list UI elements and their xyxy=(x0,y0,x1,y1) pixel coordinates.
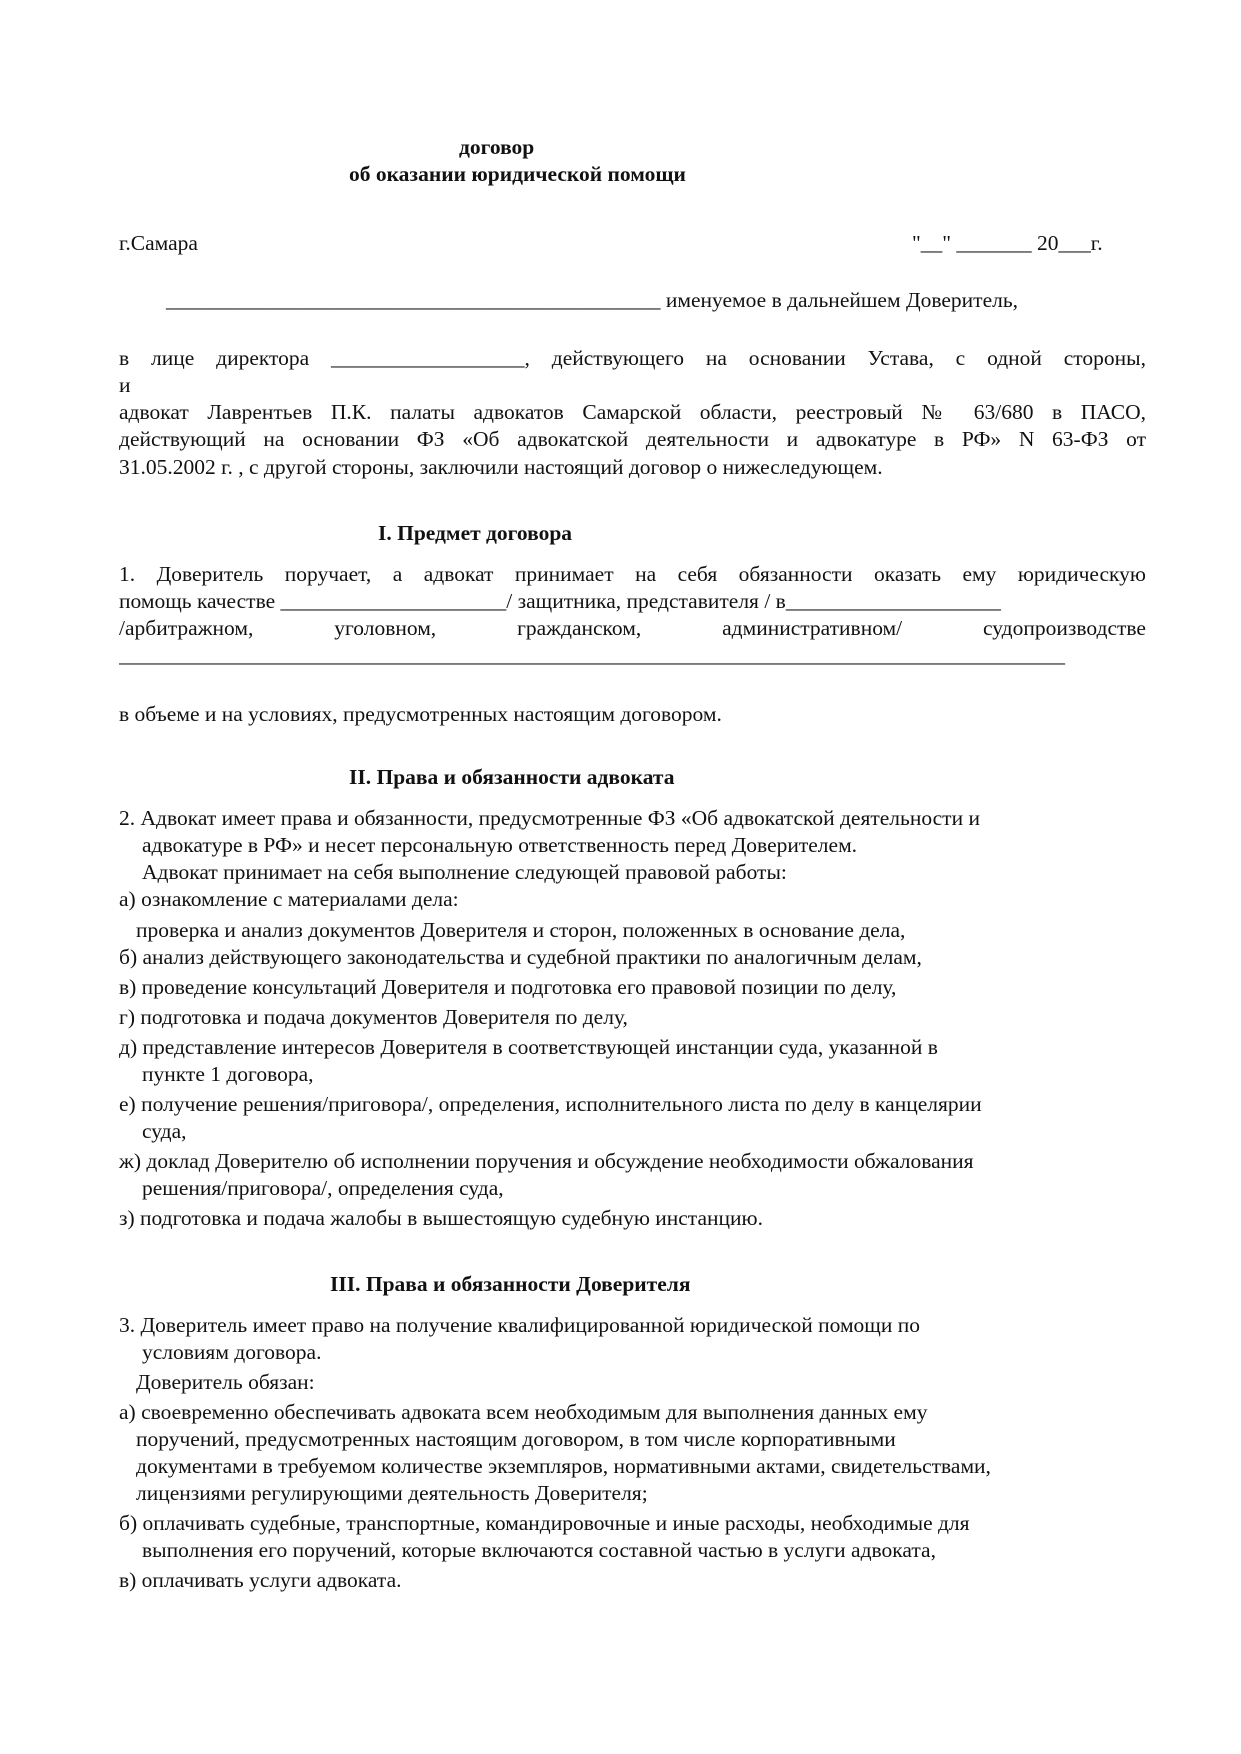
section-2-line: 2. Адвокат имеет права и обязанности, предусмотренные ФЗ «Об адвокатской деятельности и xyxy=(119,806,980,830)
section-2-line: в) проведение консультаций Доверителя и подготовка его правовой позиции по делу, xyxy=(119,975,897,999)
section-2-line: адвокатуре в РФ» и несет персональную ответственность перед Доверителем. xyxy=(142,833,858,857)
section-1-line-5: в объеме и на условиях, предусмотренных настоящим договором. xyxy=(119,702,722,726)
section-1-line-3 xyxy=(119,615,1146,641)
section-2-line: з) подготовка и подача жалобы в вышестоящую судебную инстанцию. xyxy=(119,1206,763,1230)
section-1-line-1: 1. Доверитель поручает, а адвокат принимает на себя обязанности оказать ему юридическую xyxy=(119,562,1146,586)
section-3-line: документами в требуемом количестве экземпляров, нормативными актами, свидетельствами, xyxy=(136,1454,991,1478)
section-2-heading: II. Права и обязанности адвоката xyxy=(349,765,675,789)
director-line: в лице директора __________________, действующего на основании Устава, с одной стороны, xyxy=(119,346,1146,370)
section-2-line: пункте 1 договора, xyxy=(142,1062,314,1086)
section-2-line: е) получение решения/приговора/, определения, исполнительного листа по делу в канцелярии xyxy=(119,1092,982,1116)
section-3-line: а) своевременно обеспечивать адвоката всем необходимым для выполнения данных ему xyxy=(119,1400,928,1424)
section-1-line-2: помощь качестве _____________________/ защитника, представителя / в____________________ xyxy=(119,589,1001,613)
section-2-line: ж) доклад Доверителю об исполнении поручения и обсуждение необходимости обжалования xyxy=(119,1149,974,1173)
section-3-line: в) оплачивать услуги адвоката. xyxy=(119,1568,402,1592)
city: г.Самара xyxy=(119,231,198,255)
section-3-line: 3. Доверитель имеет право на получение квалифицированной юридической помощи по xyxy=(119,1313,921,1337)
section-3-line: лицензиями регулирующими деятельность Доверителя; xyxy=(136,1481,648,1505)
section-2-line: д) представление интересов Доверителя в соответствующей инстанции суда, указанной в xyxy=(119,1035,938,1059)
section-2-line: Адвокат принимает на себя выполнение следующей правовой работы: xyxy=(142,860,787,884)
section-2-line: решения/приговора/, определения суда, xyxy=(142,1176,504,1200)
lawyer-line-3: 31.05.2002 г. , с другой стороны, заключили настоящий договор о нижеследующем. xyxy=(119,455,883,479)
section-1-heading: I. Предмет договора xyxy=(378,521,573,545)
proceeding-word: уголовном, xyxy=(334,616,437,640)
principal-line: ______________________________________________ именуемое в дальнейшем Доверитель, xyxy=(166,288,1019,312)
section-3-line: условиям договора. xyxy=(142,1340,322,1364)
section-1-blank-line: ________________________________________________________________________________________ xyxy=(119,643,1065,667)
lawyer-line-2: действующий на основании ФЗ «Об адвокатской деятельности и адвокатуре в РФ» N 63-ФЗ от xyxy=(119,427,1146,451)
document-subtitle: об оказании юридической помощи xyxy=(349,162,686,186)
and-word: и xyxy=(119,373,131,397)
section-2-line: суда, xyxy=(142,1119,187,1143)
proceeding-word: судопроизводстве xyxy=(983,616,1146,640)
section-2-line: г) подготовка и подача документов Доверителя по делу, xyxy=(119,1005,628,1029)
contract-date: "__" _______ 20___г. xyxy=(912,231,1103,255)
section-2-line: б) анализ действующего законодательства и судебной практики по аналогичным делам, xyxy=(119,945,922,969)
section-3-line: поручений, предусмотренных настоящим договором, в том числе корпоративными xyxy=(136,1427,896,1451)
proceeding-word: /арбитражном, xyxy=(119,616,254,640)
proceeding-word: административном/ xyxy=(722,616,903,640)
section-3-heading: III. Права и обязанности Доверителя xyxy=(330,1272,691,1296)
proceeding-word: гражданском, xyxy=(517,616,642,640)
lawyer-line-1: адвокат Лаврентьев П.К. палаты адвокатов Самарской области, реестровый № 63/680 в ПАСО, xyxy=(119,400,1146,424)
section-3-line: выполнения его поручений, которые включаются составной частью в услуги адвоката, xyxy=(142,1538,936,1562)
section-3-line: Доверитель обязан: xyxy=(136,1370,315,1394)
document-title: договор xyxy=(459,135,535,159)
section-2-line: а) ознакомление с материалами дела: xyxy=(119,887,459,911)
section-3-line: б) оплачивать судебные, транспортные, командировочные и иные расходы, необходимые для xyxy=(119,1511,970,1535)
section-2-line: проверка и анализ документов Доверителя и сторон, положенных в основание дела, xyxy=(136,918,906,942)
